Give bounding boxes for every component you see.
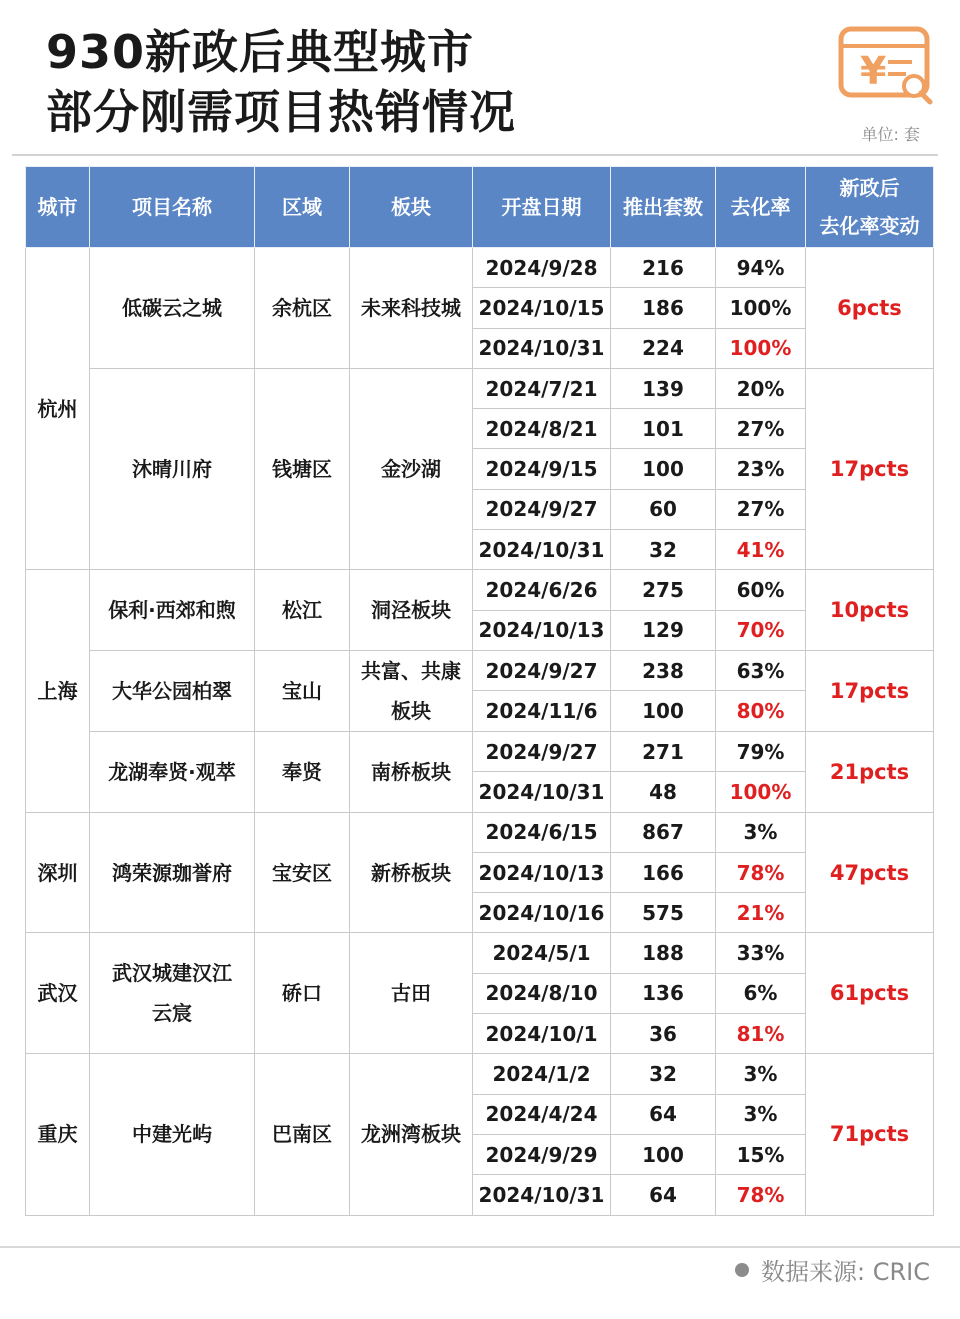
table-row [26,368,934,408]
header-units: 推出套数 [611,167,716,248]
header-change-line-2: 去化率变动 [819,214,920,238]
project-cell: 大华公园柏翠 [90,650,255,731]
project-line-1: 武汉城建汉江 [112,961,232,986]
header-area: 区域 [255,167,350,248]
area-cell: 宝山 [255,650,350,731]
units-cell: 101 [611,409,716,449]
project-cell: 中建光屿 [90,1054,255,1215]
units-cell: 216 [611,248,716,288]
header-rate: 去化率 [716,167,806,248]
change-cell: 17pcts [806,650,934,731]
header-block: 板块 [350,167,473,248]
date-cell: 2024/10/1 [473,1014,611,1054]
units-cell: 867 [611,812,716,852]
date-cell: 2024/10/31 [473,530,611,570]
units-cell: 100 [611,449,716,489]
rate-cell-highlight: 100% [716,772,806,812]
units-cell: 64 [611,1175,716,1215]
units-cell: 238 [611,650,716,691]
units-cell: 36 [611,1014,716,1054]
units-cell: 64 [611,1094,716,1134]
rate-cell: 63% [716,650,806,691]
change-cell: 21pcts [806,731,934,812]
date-cell: 2024/9/28 [473,248,611,288]
rate-cell: 100% [716,288,806,328]
date-cell: 2024/9/27 [473,731,611,771]
area-cell: 松江 [255,570,350,651]
date-cell: 2024/1/2 [473,1054,611,1094]
rate-cell-highlight: 70% [716,610,806,650]
table-row [26,248,934,288]
header-change-line-1: 新政后 [839,176,900,200]
source-text: 数据来源: CRIC [761,1258,930,1286]
change-cell: 17pcts [806,368,934,569]
project-cell: 沐晴川府 [90,368,255,569]
units-cell: 271 [611,731,716,771]
date-cell: 2024/10/15 [473,288,611,328]
date-cell: 2024/9/27 [473,489,611,529]
city-cell: 杭州 [26,248,90,570]
date-cell: 2024/10/13 [473,852,611,892]
block-cell: 龙洲湾板块 [350,1054,473,1215]
block-cell: 古田 [350,933,473,1054]
svg-text:¥: ¥ [860,49,887,93]
date-cell: 2024/10/31 [473,1175,611,1215]
area-cell: 余杭区 [255,248,350,369]
bullet-icon [735,1263,749,1277]
rate-cell: 15% [716,1134,806,1174]
date-cell: 2024/8/10 [473,973,611,1013]
page-title [46,22,516,142]
rate-cell-highlight: 80% [716,691,806,732]
change-cell: 61pcts [806,933,934,1054]
date-cell: 2024/10/13 [473,610,611,650]
units-cell: 166 [611,852,716,892]
date-cell: 2024/9/27 [473,650,611,691]
table-row [26,812,934,852]
title-line-1: 930新政后典型城市 [46,25,475,79]
rate-cell: 60% [716,570,806,610]
date-cell: 2024/7/21 [473,368,611,408]
date-cell: 2024/9/29 [473,1134,611,1174]
city-cell: 武汉 [26,933,90,1054]
units-cell: 136 [611,973,716,1013]
table-row [26,933,934,973]
sales-table-container [25,166,933,1216]
rate-cell-highlight: 81% [716,1014,806,1054]
change-cell: 10pcts [806,570,934,651]
rate-cell: 6% [716,973,806,1013]
table-header-row [26,167,934,248]
change-cell: 71pcts [806,1054,934,1215]
rate-cell-highlight: 41% [716,530,806,570]
block-line-1: 共富、共康 [361,658,461,683]
project-cell: 鸿荣源珈誉府 [90,812,255,933]
area-cell: 宝安区 [255,812,350,933]
rate-cell: 3% [716,1094,806,1134]
rate-cell: 3% [716,812,806,852]
units-cell: 100 [611,1134,716,1174]
block-cell: 洞泾板块 [350,570,473,651]
block-cell: 未来科技城 [350,248,473,369]
sales-table [25,166,934,1216]
date-cell: 2024/4/24 [473,1094,611,1134]
rate-cell: 79% [716,731,806,771]
units-cell: 48 [611,772,716,812]
date-cell: 2024/8/21 [473,409,611,449]
block-cell: 南桥板块 [350,731,473,812]
area-cell: 硚口 [255,933,350,1054]
date-cell: 2024/9/15 [473,449,611,489]
date-cell: 2024/6/15 [473,812,611,852]
units-cell: 60 [611,489,716,529]
units-cell: 224 [611,328,716,368]
units-cell: 32 [611,1054,716,1094]
rate-cell: 23% [716,449,806,489]
project-cell: 低碳云之城 [90,248,255,369]
area-cell: 巴南区 [255,1054,350,1215]
rate-cell: 94% [716,248,806,288]
date-cell: 2024/11/6 [473,691,611,732]
units-cell: 32 [611,530,716,570]
date-cell: 2024/10/31 [473,328,611,368]
units-cell: 188 [611,933,716,973]
block-cell: 新桥板块 [350,812,473,933]
rate-cell: 20% [716,368,806,408]
title-line-2: 部分刚需项目热销情况 [46,85,516,139]
table-row [26,731,934,771]
date-cell: 2024/5/1 [473,933,611,973]
rate-cell-highlight: 100% [716,328,806,368]
change-cell: 47pcts [806,812,934,933]
rate-cell: 33% [716,933,806,973]
unit-label: 单位: 套 [861,125,920,144]
table-row [26,570,934,610]
project-cell: 龙湖奉贤·观萃 [90,731,255,812]
rate-cell: 27% [716,489,806,529]
rate-cell: 3% [716,1054,806,1094]
header-project: 项目名称 [90,167,255,248]
area-cell: 奉贤 [255,731,350,812]
header-change [806,167,934,248]
block-line-2: 板块 [391,698,431,723]
date-cell: 2024/10/16 [473,893,611,933]
block-cell: 金沙湖 [350,368,473,569]
table-row [26,1054,934,1094]
city-cell: 深圳 [26,812,90,933]
rate-cell-highlight: 78% [716,1175,806,1215]
rate-cell-highlight: 78% [716,852,806,892]
units-cell: 129 [611,610,716,650]
units-cell: 100 [611,691,716,732]
change-cell: 6pcts [806,248,934,369]
area-cell: 钱塘区 [255,368,350,569]
city-cell: 上海 [26,570,90,812]
rate-cell: 27% [716,409,806,449]
price-list-icon [838,26,934,106]
block-cell [350,650,473,731]
project-cell [90,933,255,1054]
rate-cell-highlight: 21% [716,893,806,933]
project-line-2: 云宸 [152,1001,192,1026]
date-cell: 2024/10/31 [473,772,611,812]
units-cell: 186 [611,288,716,328]
source-note [735,1252,930,1287]
table-row [26,650,934,691]
header-city: 城市 [26,167,90,248]
units-cell: 575 [611,893,716,933]
units-cell: 139 [611,368,716,408]
units-cell: 275 [611,570,716,610]
header-date: 开盘日期 [473,167,611,248]
project-cell: 保利·西郊和煦 [90,570,255,651]
top-divider [12,154,938,156]
footer-divider [0,1246,960,1248]
date-cell: 2024/6/26 [473,570,611,610]
city-cell: 重庆 [26,1054,90,1215]
